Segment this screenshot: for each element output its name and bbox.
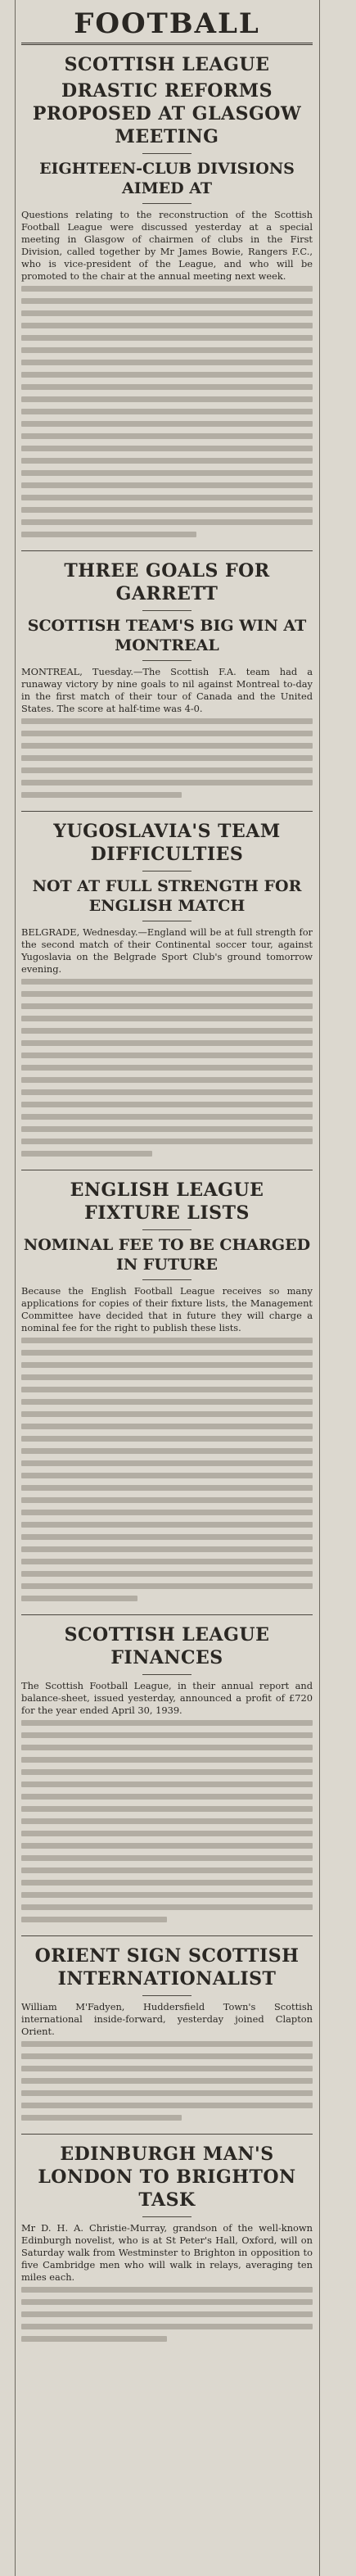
article-headline: SCOTTISH LEAGUE FINANCES [64,1624,270,1668]
illegible-text [21,286,313,537]
divider [142,610,192,611]
article-yugoslavia [21,812,313,1170]
divider [142,2216,192,2217]
article-body: William M'Fadyen, Huddersfield Town's Scottish international inside-forward, yesterday joined Clapton Orient. [21,2001,313,2037]
article-headline: DRASTIC REFORMS PROPOSED AT GLASGOW MEETING [32,80,302,147]
divider [142,1279,192,1280]
article-body: BELGRADE, Wednesday.—England will be at full strength for the second match of their Continental soccer tour, against Yugoslavia on the Belgrade Sport Club's ground tomorrow evening. [21,926,313,975]
article-headline: ENGLISH LEAGUE FIXTURE LISTS [70,1179,264,1224]
article-brighton-walk [21,2135,313,2355]
article-garrett [21,551,313,812]
article-subhead: NOMINAL FEE TO BE CHARGED IN FUTURE [23,1236,311,1274]
divider [142,203,192,204]
divider [142,660,192,661]
illegible-text [21,1338,313,1601]
article-headline: YUGOSLAVIA'S TEAM DIFFICULTIES [53,821,281,865]
article-league-finances [21,1615,313,1936]
article-headline: THREE GOALS FOR GARRETT [64,560,270,604]
football-page [21,0,313,2355]
article-body: MONTREAL, Tuesday.—The Scottish F.A. team had a runaway victory by nine goals to nil against Montreal to-day in the first match of their tour of Canada and the United States. The score at half-time was 4-0. [21,666,313,714]
left-column-fragment [0,0,16,2576]
article-body: The Scottish Football League, in their annual report and balance-sheet, issued yesterday, announced a profit of £720 for the year ended April 30, 1939. [21,1680,313,1716]
article-body: Because the English Football League receives so many applications for copies of their fixture lists, the Management Committee have decided that in future they will charge a nominal fee for the right to publish these lists. [21,1285,313,1333]
article-subhead: EIGHTEEN-CLUB DIVISIONS AIMED AT [39,160,295,197]
article-headline: ORIENT SIGN SCOTTISH INTERNATIONALIST [34,1945,300,1990]
divider [142,1995,192,1996]
illegible-text [21,718,313,798]
article-body: Mr D. H. A. Christie-Murray, grandson of the well-known Edinburgh novelist, who is at St Peter's Hall, Oxford, will on Saturday walk from Westminster to Brighton in opposition to five Cambridge men who will walk in relays, averaging ten miles each. [21,2222,313,2283]
article-kicker: SCOTTISH LEAGUE [64,54,270,75]
article-fixture-lists [21,1170,313,1615]
illegible-text [21,979,313,1157]
article-body: Questions relating to the reconstruction of the Scottish Football League were discussed yesterday at a special meeting in Glasgow of chairmen of clubs in the First Division, called together by Mr James Bowie, Rangers F.C., who is vice-president of the League, and who will be promoted to the chair at the annual meeting next week. [21,209,313,282]
illegible-text [21,1720,313,1922]
illegible-text [21,2041,313,2121]
article-orient [21,1936,313,2135]
article-headline: EDINBURGH MAN'S LONDON TO BRIGHTON TASK [38,2144,296,2211]
article-subhead: SCOTTISH TEAM'S BIG WIN AT MONTREAL [27,617,307,654]
divider [142,1229,192,1230]
divider [142,153,192,154]
masthead: FOOTBALL [21,0,313,45]
illegible-text [21,2287,313,2342]
divider [142,1674,192,1675]
article-scottish-league [21,45,313,551]
article-subhead: NOT AT FULL STRENGTH FOR ENGLISH MATCH [32,877,302,915]
right-column-fragment [319,0,356,2576]
